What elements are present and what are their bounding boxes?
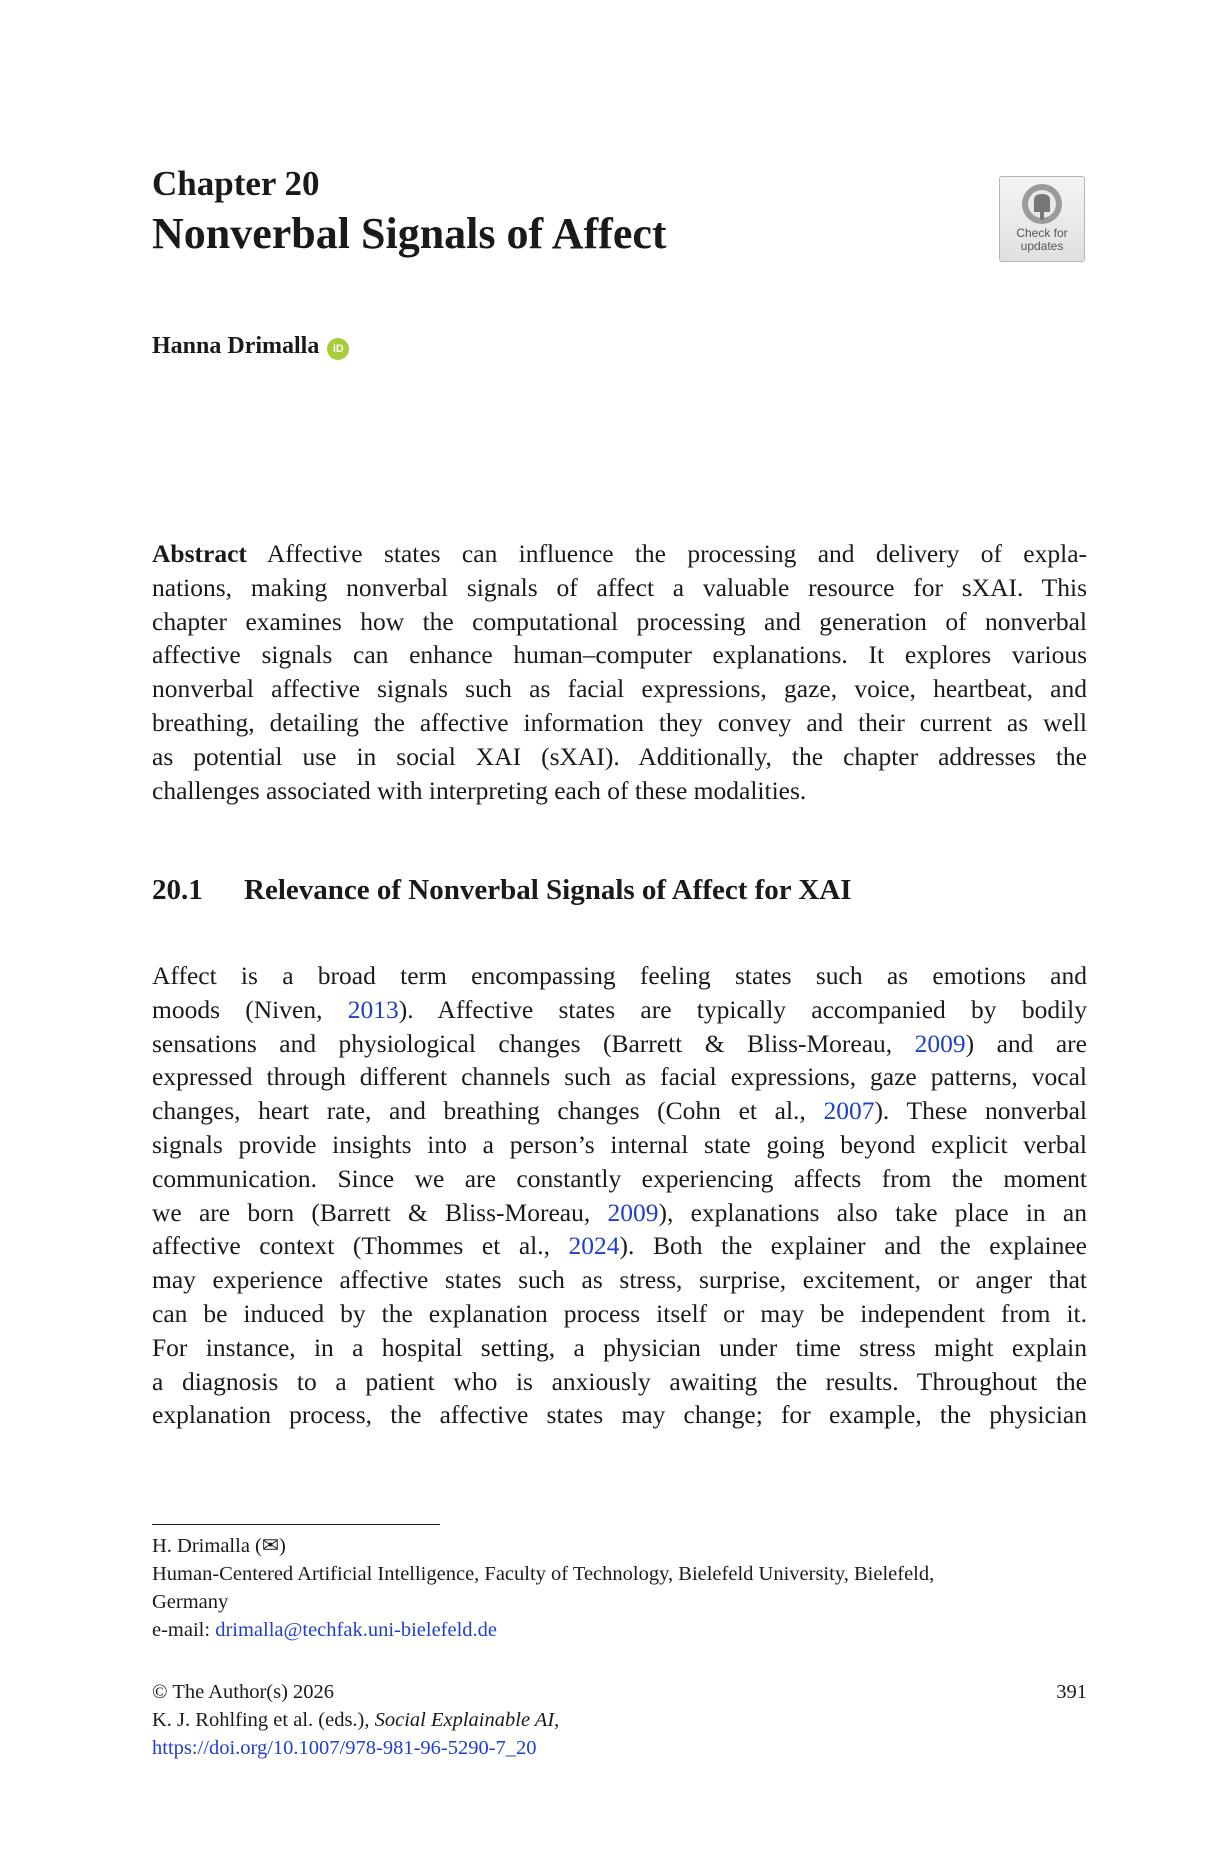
footnote-rule: [152, 1524, 440, 1525]
author: [152, 333, 349, 360]
colophon: [152, 1678, 1087, 1762]
author-name: Hanna Drimalla: [152, 333, 320, 359]
chapter-label: Chapter 20: [152, 164, 320, 203]
body-text: [152, 959, 1087, 1432]
citation-link[interactable]: 2009: [914, 1028, 966, 1058]
orcid-icon[interactable]: iD: [327, 338, 349, 360]
footnote: [152, 1532, 1087, 1644]
footnote-author: H. Drimalla (✉): [152, 1535, 286, 1557]
abstract-line: Abstract Affective states can influence the processing and delivery of expla-: [152, 539, 1088, 568]
body-line: can be induced by the explanation process itself or may be independent from it.: [152, 1298, 1087, 1328]
check-for-updates-line1: Check for: [1016, 226, 1068, 240]
body-line: affective context (Thommes et al., 2024). Both the explainer and the explainee: [152, 1231, 1087, 1261]
book-title: Social Explainable AI: [374, 1709, 555, 1731]
abstract-line: affective signals can enhance human–computer explanations. It explores various: [152, 640, 1087, 670]
body-line: we are born (Barrett & Bliss-Moreau, 2009), explanations also take place in an: [152, 1197, 1087, 1227]
copyright: © The Author(s) 2026: [152, 1681, 335, 1703]
body-line: may experience affective states such as stress, surprise, excitement, or anger that: [152, 1265, 1087, 1295]
body-line: a diagnosis to a patient who is anxiously awaiting the results. Throughout the: [152, 1366, 1087, 1396]
body-line: expressed through different channels such as facial expressions, gaze patterns, vocal: [152, 1062, 1087, 1092]
footnote-country: Germany: [152, 1591, 229, 1613]
page-number: 391: [1056, 1681, 1087, 1703]
footnote-email-line: e-mail: drimalla@techfak.uni-bielefeld.de: [152, 1619, 498, 1641]
body-line: sensations and physiological changes (Barrett & Bliss-Moreau, 2009) and are: [152, 1028, 1087, 1058]
abstract-label: Abstract: [152, 539, 247, 568]
abstract-line: nonverbal affective signals such as facial expressions, gaze, voice, heartbeat, and: [152, 674, 1087, 704]
doi-line: [152, 1734, 1087, 1762]
doi-link[interactable]: https://doi.org/10.1007/978-981-96-5290-7_20: [152, 1737, 537, 1759]
footnote-affiliation: Human-Centered Artificial Intelligence, Faculty of Technology, Bielefeld University, Bielefeld,: [152, 1563, 935, 1585]
abstract-line: breathing, detailing the affective information they convey and their current as well: [152, 707, 1087, 737]
chapter-title: Nonverbal Signals of Affect: [152, 209, 667, 258]
book-citation: K. J. Rohlfing et al. (eds.), Social Explainable AI,: [152, 1709, 560, 1731]
section-number: 20.1: [152, 874, 203, 906]
check-for-updates-line2: updates: [1020, 239, 1064, 253]
email-link[interactable]: drimalla@techfak.uni-bielefeld.de: [215, 1619, 498, 1641]
abstract: [152, 537, 1087, 807]
abstract-line: chapter examines how the computational processing and generation of nonverbal: [152, 606, 1087, 636]
citation-link[interactable]: 2024: [568, 1231, 620, 1261]
abstract-line: nations, making nonverbal signals of affect a valuable resource for sXAI. This: [152, 572, 1087, 602]
section-title: Relevance of Nonverbal Signals of Affect for XAI: [244, 874, 852, 906]
body-line: changes, heart rate, and breathing changes (Cohn et al., 2007). These nonverbal: [152, 1096, 1087, 1126]
citation-link[interactable]: 2007: [823, 1096, 875, 1126]
body-line: explanation process, the affective states may change; for example, the physician: [152, 1400, 1087, 1430]
citation-link[interactable]: 2013: [347, 994, 399, 1024]
citation-link[interactable]: 2009: [607, 1197, 659, 1227]
check-for-updates-badge[interactable]: [999, 176, 1085, 262]
body-line: For instance, in a hospital setting, a physician under time stress might explain: [152, 1332, 1087, 1362]
section-heading: [152, 876, 852, 905]
check-for-updates-icon: [1020, 182, 1064, 226]
body-line: Affect is a broad term encompassing feeling states such as emotions and: [152, 961, 1087, 990]
body-line: moods (Niven, 2013). Affective states are typically accompanied by bodily: [152, 994, 1087, 1024]
abstract-line: challenges associated with interpreting each of these modalities.: [152, 775, 807, 805]
abstract-line: as potential use in social XAI (sXAI). Additionally, the chapter addresses the: [152, 741, 1087, 771]
body-line: signals provide insights into a person’s internal state going beyond explicit verbal: [152, 1129, 1087, 1159]
body-line: communication. Since we are constantly experiencing affects from the moment: [152, 1163, 1087, 1193]
